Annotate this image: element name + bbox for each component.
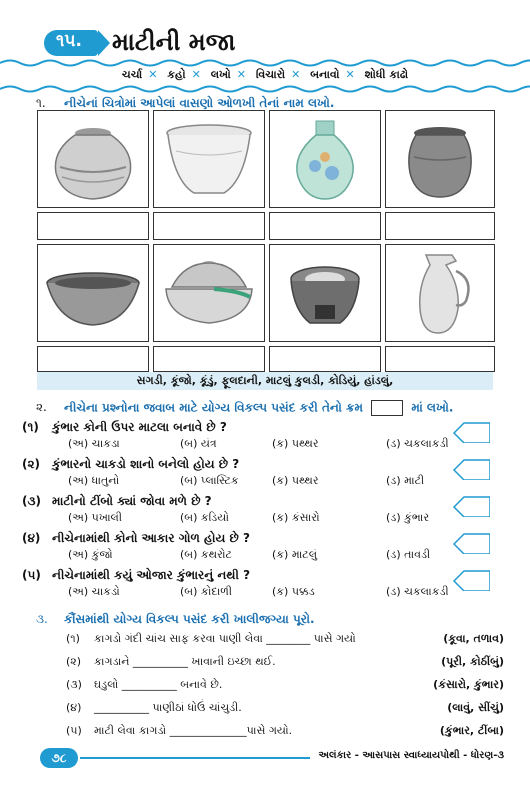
q2-option-a[interactable]: (અ) પખાલી: [68, 511, 123, 524]
image-vase-flower: [269, 110, 381, 208]
answer-box-5[interactable]: [37, 346, 149, 372]
answer-tag-box[interactable]: [452, 569, 490, 591]
answer-tag-box[interactable]: [452, 495, 490, 517]
footer-rule: [80, 757, 310, 759]
q2-option-d[interactable]: (ડ) તાવડી: [386, 548, 431, 561]
q1-number: ૧.: [36, 96, 46, 110]
q2-instruction-text: નીચેના પ્રશ્નોના જવાબ માટે યોગ્ય વિકલ્પ પસંદ કરી તેનો ક્રમ: [64, 400, 363, 415]
q3-item-number: (૨): [66, 655, 82, 668]
image-kadai-bowl: [37, 244, 149, 342]
q2-option-b[interactable]: (બ) કોદાળી: [180, 585, 232, 598]
q3-instruction: કૌંસમાંથી યોગ્ય વિકલ્પ પસંદ કરી ખાલીજગ્યા પૂરો.: [64, 612, 315, 626]
q2-option-c[interactable]: (ક) પથ્થર: [272, 437, 319, 450]
image-jug-pitcher: [385, 244, 495, 342]
answer-tag-box[interactable]: [452, 532, 490, 554]
chapter-number: ૧૫.: [56, 31, 82, 51]
q2-option-b[interactable]: (બ) કડિયો: [180, 511, 229, 524]
q2-question: [22, 531, 250, 546]
q3-sentence: [66, 678, 222, 692]
cross-icon: ✕: [236, 68, 247, 81]
image-covered-dish: [153, 244, 265, 342]
q3-item-number: (૪): [66, 701, 82, 714]
activity-bar: [0, 64, 530, 86]
q2-sample-box: [371, 400, 403, 416]
q3-number: ૩.: [36, 612, 48, 626]
q2-option-a[interactable]: (અ) ધાતુનો: [68, 474, 120, 487]
q2-number: ૨.: [36, 400, 47, 414]
page-number: ૭૮: [40, 748, 78, 768]
cross-icon: ✕: [191, 68, 201, 81]
q2-instruction: [64, 400, 453, 416]
q3-item-number: (૧): [66, 632, 80, 645]
q2-option-d[interactable]: (ડ) માટી: [386, 474, 425, 487]
q2-option-c[interactable]: (ક) પથ્થર: [272, 474, 319, 487]
q3-choices: (કંસારો, કુંભાર): [433, 678, 504, 691]
q2-option-a[interactable]: (અ) કુંજો: [68, 548, 113, 561]
q2-question-number: (૨): [22, 457, 41, 471]
q2-instruction-suffix: માં લખો.: [411, 400, 454, 415]
q3-item-number: (૫): [66, 724, 82, 737]
q3-sentence-text[interactable]: __________ પાણીઠાં ધોઉં ચાંચુડી.: [94, 701, 242, 714]
answer-box-2[interactable]: [153, 212, 265, 240]
q2-option-d[interactable]: (ડ) કુંભાર: [386, 511, 430, 524]
answer-box-6[interactable]: [153, 346, 265, 372]
q3-sentence-text[interactable]: કાગડો ગંદી ચાંચ સાફ કરવા પાણી લેવા ________ પાસે ગયો: [94, 632, 356, 645]
activity-think: વિચારો: [255, 68, 286, 81]
q2-option-b[interactable]: (બ) પ્લાસ્ટિક: [180, 474, 239, 487]
footer-book-title: અલંકાર - આસપાસ સ્વાધ્યાયપોથી - ધોરણ-૩: [318, 750, 504, 761]
answer-box-1[interactable]: [37, 212, 149, 240]
cross-icon: ✕: [291, 68, 301, 81]
q3-sentence-text[interactable]: કાગડાને __________ ખાવાની ઇચ્છા થઈ.: [94, 655, 276, 668]
q2-question-number: (૪): [22, 531, 41, 545]
answer-box-8[interactable]: [385, 346, 495, 372]
cross-icon: ✕: [148, 68, 158, 81]
q2-option-d[interactable]: (ડ) ચકલાકડી: [386, 437, 449, 450]
q2-question: [22, 457, 239, 472]
q2-option-a[interactable]: (અ) ચાકડો: [68, 585, 120, 598]
q2-option-c[interactable]: (ક) કંસારો: [272, 511, 320, 524]
wave-divider-bottom: [0, 84, 530, 94]
q2-option-c[interactable]: (ક) પક્કડ: [272, 585, 315, 598]
q3-choices: (કૂવા, તળાવ): [443, 632, 504, 645]
image-pot-round: [37, 110, 149, 208]
activity-write: લખો: [210, 68, 231, 81]
q2-question-text: નીચેનામાંથી કોનો આકાર ગોળ હોય છે ?: [52, 531, 250, 545]
q1-instruction: નીચેનાં ચિત્રોમાં આપેલાં વાસણો ઓળખી તેનાં નામ લખો.: [64, 96, 335, 110]
cross-icon: ✕: [345, 68, 355, 81]
activity-tell: કહો: [167, 68, 186, 81]
page-title: માટીની મજા: [112, 28, 236, 56]
q2-question-text: કુંભાર કોની ઉપર માટલા બનાવે છે ?: [52, 420, 227, 434]
q3-item-number: (૩): [66, 678, 82, 691]
answer-box-4[interactable]: [385, 212, 495, 240]
answer-tag-box[interactable]: [452, 421, 490, 443]
activity-make: બનાવો: [310, 68, 340, 81]
q2-question-number: (૩): [22, 494, 41, 508]
activity-discuss: ચર્ચા: [121, 68, 143, 81]
q3-sentence-text[interactable]: માટી લેવા કાગડો ______________પાસે ગયો.: [94, 724, 293, 737]
answer-box-3[interactable]: [269, 212, 381, 240]
q2-question-text: માટીનો ટીંબો ક્યાં જોવા મળે છે ?: [52, 494, 212, 508]
image-bowl-pot: [153, 110, 265, 208]
q3-sentence-text[interactable]: ઘડુલો __________ બનાવે છે.: [94, 678, 223, 691]
q2-option-d[interactable]: (ડ) ચકલાકડી: [386, 585, 449, 598]
q2-question: [22, 568, 250, 583]
q2-question: [22, 494, 212, 509]
image-sagdi-stove: [269, 244, 381, 342]
q2-question: [22, 420, 227, 435]
image-matka-dark: [385, 110, 495, 208]
q3-choices: (પૂરી, કોઠીંબું): [441, 655, 504, 668]
word-bank: સગડી, કૂંજો, કૂંડું, ફૂલદાની, માટલું કુલડી, કોડિયું, હાંડલું,: [37, 372, 493, 390]
q3-sentence: [66, 701, 242, 715]
q2-option-c[interactable]: (ક) માટલું: [272, 548, 318, 561]
activity-find: શોધી કાઢો: [364, 68, 409, 81]
q2-option-b[interactable]: (બ) યંત્ર: [180, 437, 217, 450]
q3-sentence: [66, 632, 356, 646]
q3-choices: (લાવું, સીંચું): [447, 701, 504, 714]
q2-option-b[interactable]: (બ) કથરોટ: [180, 548, 232, 561]
q3-choices: (કુંભાર, ટીંબા): [439, 724, 504, 737]
q2-question-number: (૧): [22, 420, 39, 434]
q2-question-text: કુંભારનો ચાકડો શાનો બનેલો હોય છે ?: [52, 457, 240, 471]
q2-question-text: નીચેનામાંથી કયું ઓજાર કુંભારનું નથી ?: [52, 568, 251, 582]
answer-tag-box[interactable]: [452, 458, 490, 480]
q2-question-number: (૫): [22, 568, 41, 582]
q2-option-a[interactable]: (અ) ચાકડા: [68, 437, 120, 450]
q3-sentence: [66, 655, 276, 669]
q3-sentence: [66, 724, 292, 738]
answer-box-7[interactable]: [269, 346, 381, 372]
